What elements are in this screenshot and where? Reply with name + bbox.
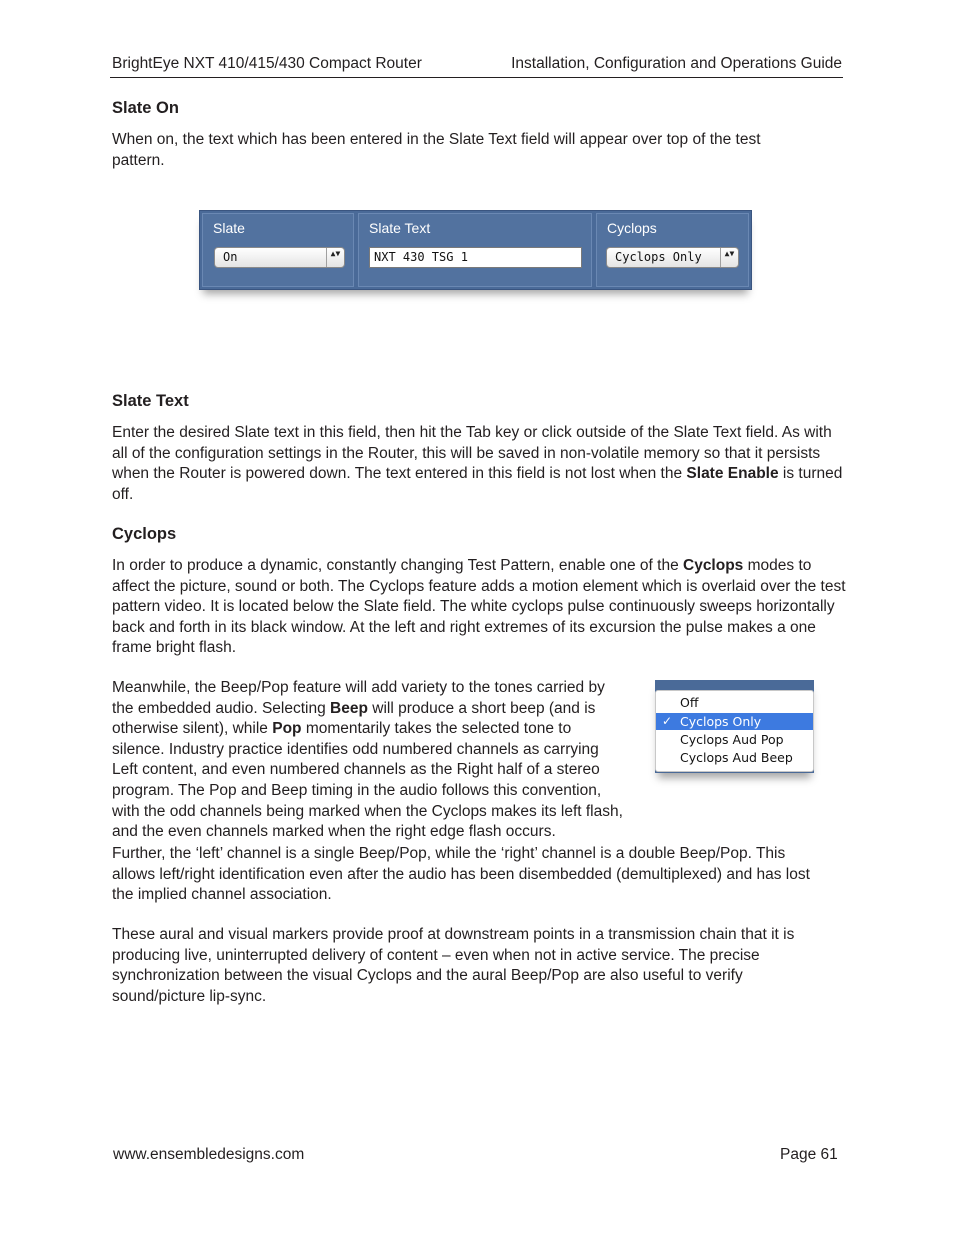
checkmark-icon: ✓ <box>662 714 673 728</box>
cyclops-select[interactable] <box>606 247 739 268</box>
slate-text-column <box>358 213 592 287</box>
paragraph-slate-text: Enter the desired Slate text in this field, then hit the Tab key or click outside of the Slate Text field. As with all of the configuration settings in the Router, this will be saved in non-volatile memory so that it persists when the Router is powered down. The text entered in this field is not lost when the Slate Enable is turned off. <box>112 424 843 503</box>
slate-select-value: On <box>223 250 238 264</box>
menu-item-cyclops-aud-pop[interactable]: Cyclops Aud Pop <box>680 732 784 747</box>
menu-item-off[interactable]: Off <box>680 695 699 710</box>
paragraph-cyclops-2: Meanwhile, the Beep/Pop feature will add variety to the tones carried by the embedded audio. Selecting Beep will produce a short beep (and is otherwise silent), while Pop momentarily takes the selected tone to silence. Industry practice identifies odd numbered channels as carrying Left content, and even numbered channels as the Right half of a stereo program. The Pop and Beep timing in the audio follows this convention, with the odd channels being marked when the Cyclops makes its left flash, and the even channels marked when the right edge flash occurs. <box>112 679 623 841</box>
menu-item-cyclops-only[interactable]: ✓ Cyclops Only <box>656 713 813 730</box>
slate-text-label: Slate Text <box>369 220 431 236</box>
footer-website: www.ensembledesigns.com <box>113 1146 305 1163</box>
menu-item-cyclops-aud-beep[interactable]: Cyclops Aud Beep <box>680 750 793 765</box>
select-arrows-icon: ▲▼ <box>720 248 738 267</box>
header-guide-title: Installation, Configuration and Operations Guide <box>511 55 842 72</box>
page-header <box>110 54 843 78</box>
slate-text-input[interactable]: NXT 430 TSG 1 <box>369 247 582 268</box>
header-product-title: BrightEye NXT 410/415/430 Compact Router <box>112 55 422 72</box>
heading-cyclops: Cyclops <box>112 525 177 543</box>
cyclops-dropdown-menu <box>655 690 814 772</box>
slate-column <box>202 213 354 287</box>
select-arrows-icon: ▲▼ <box>326 248 344 267</box>
slate-select[interactable] <box>214 247 345 268</box>
footer-page-number: Page 61 <box>780 1146 838 1163</box>
heading-slate-text: Slate Text <box>112 392 189 410</box>
paragraph-cyclops-2-cont: Further, the ‘left’ channel is a single Beep/Pop, while the ‘right’ channel is a double Beep/Pop. This allows left/right identification even after the audio has been disembedded (demultiplexed) and has lost the implied channel association. <box>112 845 810 904</box>
paragraph-cyclops-1: In order to produce a dynamic, constantly changing Test Pattern, enable one of the Cyclops modes to affect the picture, sound or both. The Cyclops feature adds a motion element which is overlaid over the test pattern video. It is located below the Slate field. The white cyclops pulse continuously sweeps horizontally back and forth in its black window. At the left and right extremes of its excursion the pulse makes a one frame bright flash. <box>112 557 846 657</box>
slate-settings-panel <box>199 210 752 290</box>
cyclops-label: Cyclops <box>607 220 657 236</box>
cyclops-column <box>596 213 749 287</box>
cyclops-select-value: Cyclops Only <box>615 250 702 264</box>
paragraph-slate-on: When on, the text which has been entered in the Slate Text field will appear over top of the test pattern. <box>112 131 761 169</box>
paragraph-cyclops-3: These aural and visual markers provide proof at downstream points in a transmission chain that it is producing live, uninterrupted delivery of content – even when not in active service. The precise synchronization between the visual Cyclops and the aural Beep/Pop are also useful to verify sound/picture lip-sync. <box>112 926 795 1005</box>
slate-label: Slate <box>213 220 245 236</box>
cyclops-dropdown-screenshot <box>655 680 814 773</box>
heading-slate-on: Slate On <box>112 99 179 117</box>
